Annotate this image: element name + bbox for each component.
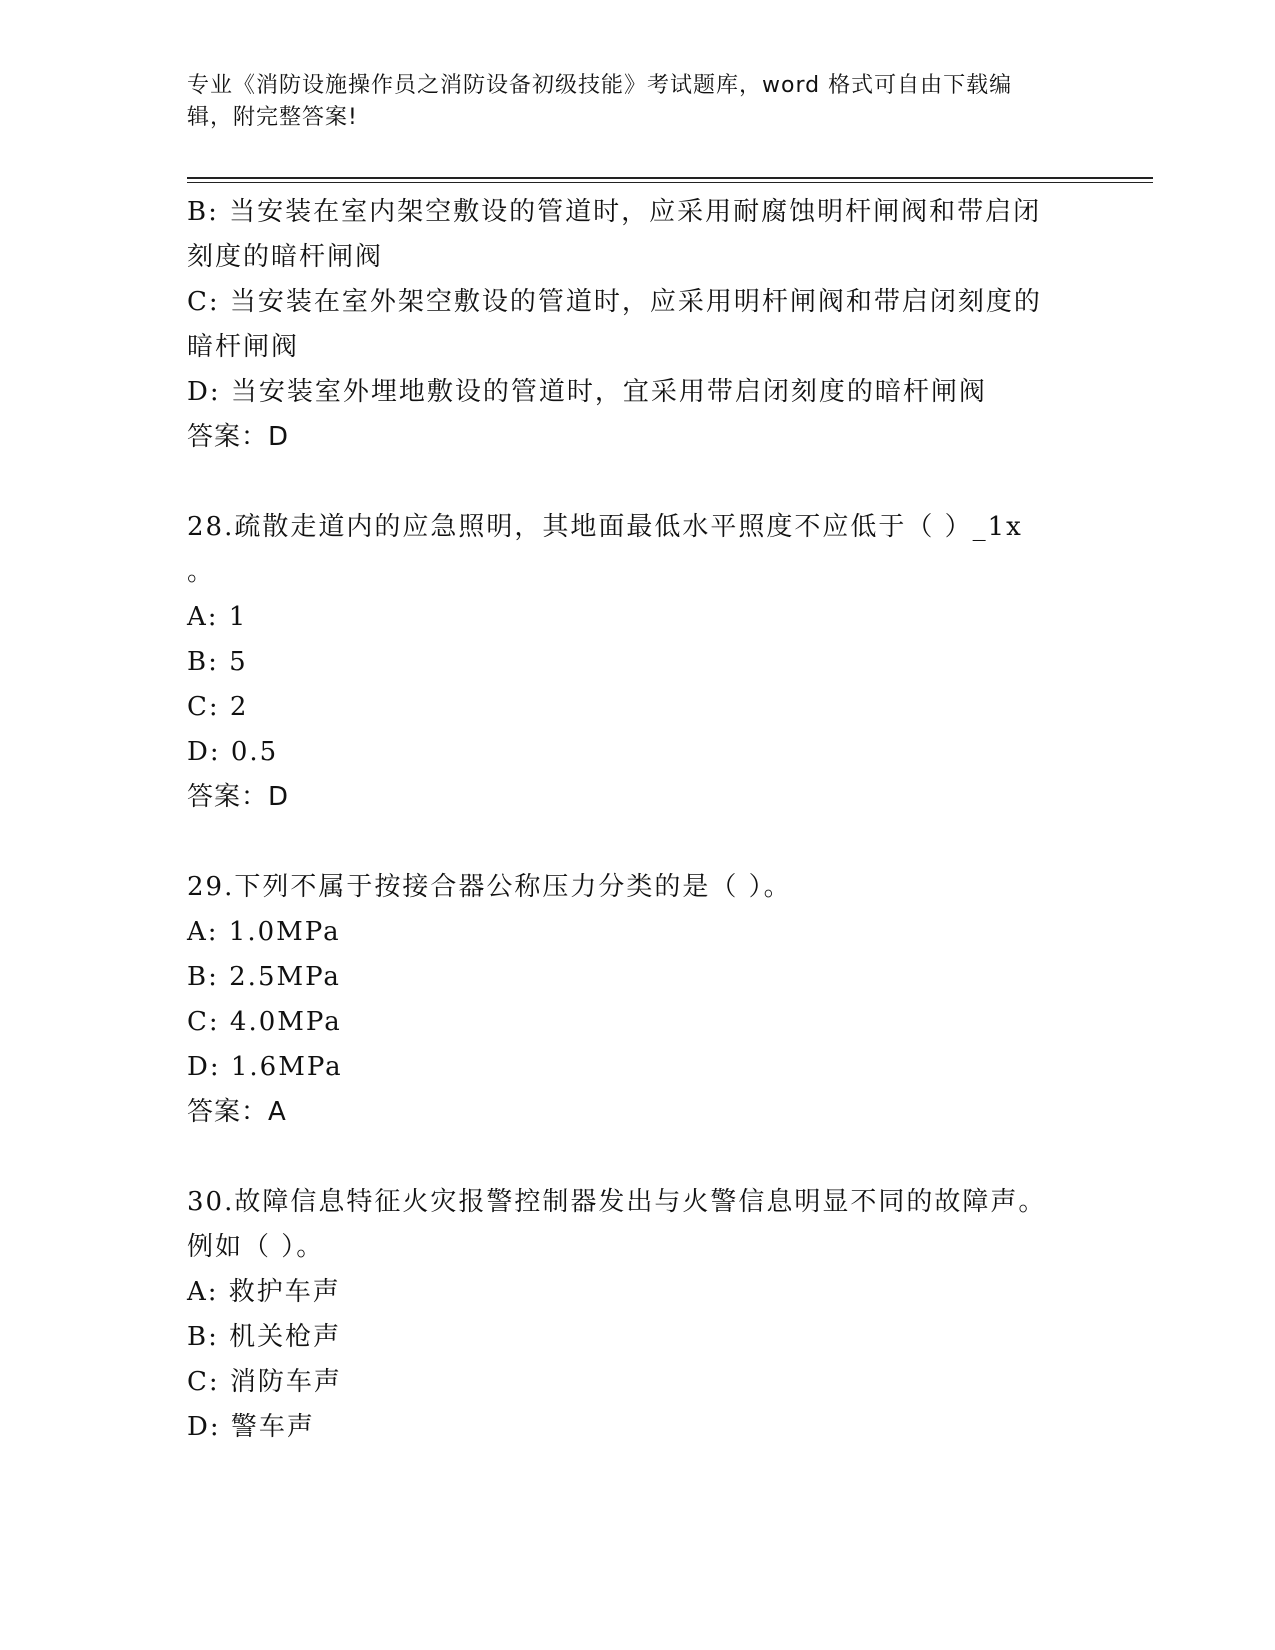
question-stem-line-2: 。	[187, 557, 216, 587]
question-29	[187, 865, 1087, 1135]
question-30	[187, 1180, 1087, 1450]
option-b-line-1: B: 当安装在室内架空敷设的管道时，应采用耐腐蚀明杆闸阀和带启闭	[187, 197, 1042, 227]
option-c: C: 2	[187, 692, 249, 722]
option-c: C: 4.0MPa	[187, 1007, 342, 1037]
option-a: A: 1.0MPa	[187, 917, 341, 947]
option-b: B: 2.5MPa	[187, 962, 341, 992]
header-rule-thick	[187, 177, 1153, 179]
option-d: D: 1.6MPa	[187, 1052, 343, 1082]
option-b: B: 5	[187, 647, 248, 677]
answer: 答案：A	[187, 1097, 287, 1127]
question-stem: 29.下列不属于按接合器公称压力分类的是（ ）。	[187, 872, 792, 902]
option-a: A: 1	[187, 602, 248, 632]
header-rule-thin	[187, 182, 1153, 183]
option-d: D: 当安装室外埋地敷设的管道时，宜采用带启闭刻度的暗杆闸阀	[187, 377, 987, 407]
option-d: D: 0.5	[187, 737, 279, 767]
document-header	[187, 70, 1067, 134]
question-list	[187, 190, 1087, 1450]
question-gap	[187, 1135, 1087, 1180]
question-stem-line-2: 例如（ ）。	[187, 1232, 325, 1262]
option-b: B: 机关枪声	[187, 1322, 342, 1352]
answer: 答案：D	[187, 782, 290, 812]
option-c-line-2: 暗杆闸阀	[187, 332, 300, 362]
answer: 答案：D	[187, 422, 290, 452]
question-28	[187, 505, 1087, 820]
option-c: C: 消防车声	[187, 1367, 342, 1397]
question-stem-line-1: 28.疏散走道内的应急照明，其地面最低水平照度不应低于（ ）_1x	[187, 512, 1023, 542]
option-c-line-1: C: 当安装在室外架空敷设的管道时，应采用明杆闸阀和带启闭刻度的	[187, 287, 1042, 317]
option-b-line-2: 刻度的暗杆闸阀	[187, 242, 384, 272]
question-gap	[187, 820, 1087, 865]
question-gap	[187, 460, 1087, 505]
option-d: D: 警车声	[187, 1412, 315, 1442]
header-line-1: 专业《消防设施操作员之消防设备初级技能》考试题库，word 格式可自由下载编	[187, 73, 1013, 98]
question-stem-line-1: 30.故障信息特征火灾报警控制器发出与火警信息明显不同的故障声。	[187, 1187, 1047, 1217]
question-27	[187, 190, 1087, 460]
option-a: A: 救护车声	[187, 1277, 341, 1307]
header-line-2: 辑，附完整答案!	[187, 105, 358, 130]
